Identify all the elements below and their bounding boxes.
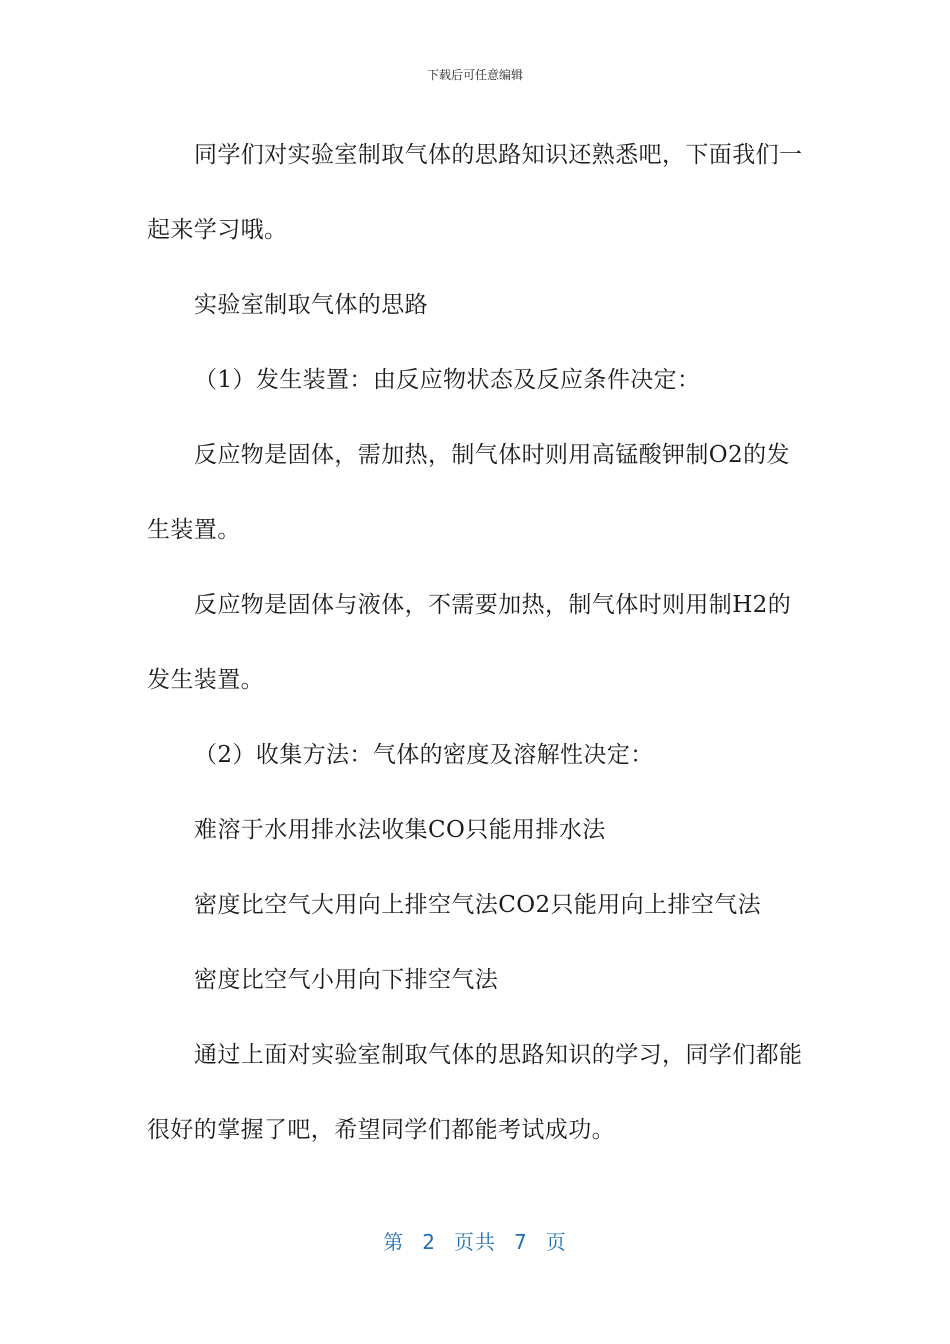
paragraph: 同学们对实验室制取气体的思路知识还熟悉吧，下面我们一起来学习哦。 <box>147 142 803 243</box>
paragraph: 反应物是固体与液体，不需要加热，制气体时则用制H2的发生装置。 <box>147 592 792 693</box>
page-number: 2 <box>422 1230 436 1254</box>
paragraph: 通过上面对实验室制取气体的思路知识的学习，同学们都能很好的掌握了吧，希望同学们都能考试成功。 <box>147 1042 803 1143</box>
paragraph: 实验室制取气体的思路 <box>194 292 428 318</box>
document-body <box>147 118 807 1168</box>
page-prefix: 第 <box>383 1230 405 1254</box>
paragraph: 密度比空气大用向上排空气法CO2只能用向上排空气法 <box>194 892 762 918</box>
paragraph: （2）收集方法：气体的密度及溶解性决定： <box>194 742 654 768</box>
paragraph: 难溶于水用排水法收集CO只能用排水法 <box>194 817 606 843</box>
page-footer <box>0 1226 950 1255</box>
paragraph: 密度比空气小用向下排空气法 <box>194 967 499 993</box>
total-pages: 7 <box>514 1230 528 1254</box>
page-suffix: 页 <box>545 1230 567 1254</box>
page-header: 下载后可任意编辑 <box>426 68 523 82</box>
page-mid: 页共 <box>454 1230 496 1254</box>
paragraph: 反应物是固体，需加热，制气体时则用高锰酸钾制O2的发生装置。 <box>147 442 790 543</box>
paragraph: （1）发生装置：由反应物状态及反应条件决定： <box>194 367 701 393</box>
